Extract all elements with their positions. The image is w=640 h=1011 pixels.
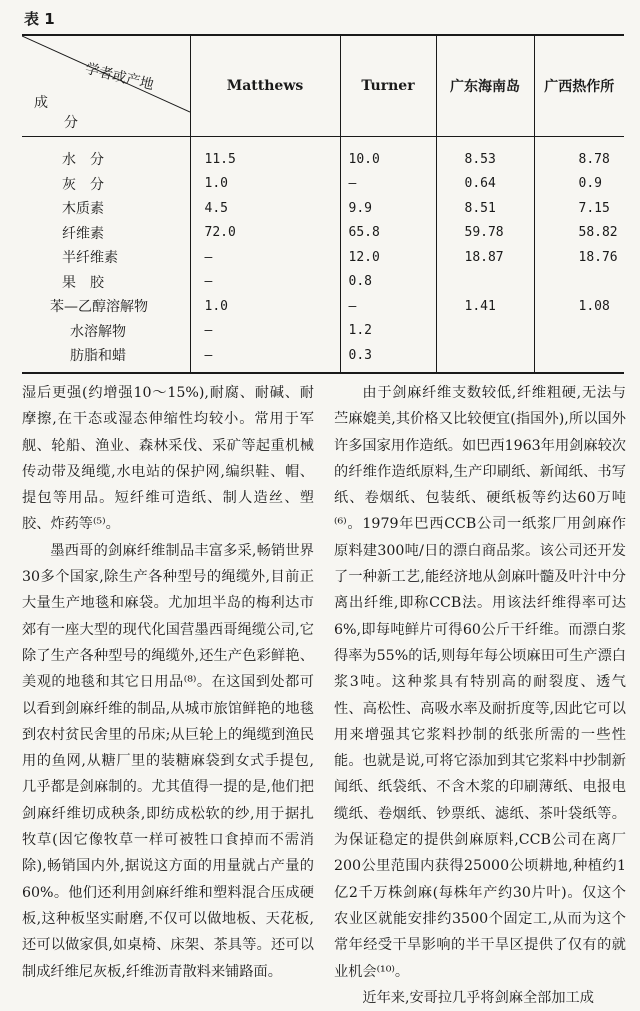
table-row [22, 319, 624, 344]
cell-value [534, 270, 624, 295]
table-row [22, 245, 624, 270]
cell-value: 0.8 [340, 270, 436, 295]
header-scholar-origin: 学者或产地 [83, 60, 156, 94]
table-row [22, 294, 624, 319]
cell-value: — [190, 245, 340, 270]
header-col-guangdong-hainan: 广东海南岛 [436, 35, 534, 137]
table-caption: 表 1 [24, 10, 55, 28]
cell-value: 1.08 [534, 294, 624, 319]
cell-value: — [340, 294, 436, 319]
header-col-turner: Turner [340, 35, 436, 137]
row-name-ash: 灰 分 [62, 176, 104, 193]
cell-value: 11.5 [190, 137, 340, 172]
table-row [22, 343, 624, 373]
cell-value: 72.0 [190, 221, 340, 246]
paragraph: 湿后更强(约增强10～15%),耐腐、耐碱、耐摩擦,在干态或湿态伸缩性均较小。常用于军舰、轮船、渔业、森林采伐、采矿等起重机械传动带及绳缆,水电站的保护网,编织鞋、帽、提包等用品。短纤维可造纸、制人造丝、塑胶、炸药等⁽⁵⁾。 [22, 385, 314, 533]
cell-value: 7.15 [534, 196, 624, 221]
corner-header-cell [22, 35, 190, 137]
cell-value [534, 343, 624, 373]
composition-table-wrap [22, 34, 624, 374]
table-row [22, 172, 624, 197]
table-row [22, 270, 624, 295]
cell-value: 1.0 [190, 294, 340, 319]
header-col-matthews: Matthews [190, 35, 340, 137]
paragraph: 墨西哥的剑麻纤维制品丰富多采,畅销世界30多个国家,除生产各种型号的绳缆外,目前正大量生产地毯和麻袋。尤加坦半岛的梅利达市郊有一座大型的现代化国营墨西哥绳缆公司,它除了生产各种型号的绳缆外,还生产色彩鲜艳、美观的地毯和其它日用品⁽⁸⁾。在这国到处都可以看到剑麻纤维的制品,从城市旅馆鲜艳的地毯到农村贫民舍里的吊床;从巨轮上的绳缆到渔民用的鱼网,从糖厂里的装糖麻袋到女式手提包,几乎都是剑麻制的。尤其值得一提的是,他们把剑麻纤维切成秧条,即纺成松软的纱,用于据扎牧草(因它像牧草一样可被牲口食掉而不需消除),畅销国内外,据说这方面的用量就占产量的60%。他们还利用剑麻纤维和塑料混合压成硬板,这种板坚实耐磨,不仅可以做地板、天花板,还可以做家俱,如桌椅、床架、茶具等。还可以制成纤维尼灰板,纤维沥青散料来铺路面。 [22, 542, 314, 980]
header-component-char-2: 分 [64, 115, 78, 131]
cell-value: 8.53 [436, 137, 534, 172]
paragraph: 近年来,安哥拉几乎将剑麻全部加工成 [362, 989, 594, 1006]
cell-value: 0.3 [340, 343, 436, 373]
row-name-fats-and-waxes: 肪脂和蜡 [22, 343, 190, 373]
cell-value: 1.0 [190, 172, 340, 197]
cell-value: 10.0 [340, 137, 436, 172]
composition-table [22, 34, 624, 374]
cell-value [534, 319, 624, 344]
paragraph: 由于剑麻纤维支数较低,纤维粗硬,无法与苎麻媲美,其价格又比较便宜(指国外),所以国外许多国家用作造纸。如巴西1963年用剑麻较次的纤维作造纸原料,生产印刷纸、新闻纸、书写纸、卷烟纸、包装纸、硬纸板等约达60万吨⁽⁶⁾。1979年巴西CCB公司一纸浆厂用剑麻作原料建300吨/日的漂白商品浆。该公司还开发了一种新工艺,能经济地从剑麻叶髓及叶汁中分离出纤维,即称CCB法。用该法纤维得率可达6%,即每吨鲜片可得60公斤干纤维。而漂白浆得率为55%的话,则每年每公顷麻田可生产漂白浆3吨。这种浆具有特别高的耐裂度、透气性、高松性、高吸水率及耐折度等,因此它可以用来增强其它浆料抄制的纸张所需的一些性能。也就是说,可将它添加到其它浆料中抄制新闻纸、纸袋纸、不含木浆的印刷薄纸、电报电缆纸、卷烟纸、钞票纸、滤纸、茶叶袋纸等。为保证稳定的提供剑麻原料,CCB公司在离厂200公里范围内获得25000公顷耕地,种植约1亿2千万株剑麻(每株年产约30片叶)。仅这个农业区就能安排约3500个固定工,从而为这个常年经受干旱影响的半干旱区提供了仅有的就业机会⁽¹⁰⁾。 [334, 385, 626, 980]
cell-value: — [190, 319, 340, 344]
row-name-water-soluble: 水溶解物 [70, 323, 126, 340]
cell-value: 9.9 [340, 196, 436, 221]
table-row [22, 221, 624, 246]
cell-value: 4.5 [190, 196, 340, 221]
cell-value: 0.9 [534, 172, 624, 197]
table-row [22, 196, 624, 221]
row-name-benzene-ethanol-extract: 苯—乙醇溶解物 [50, 299, 148, 316]
table-header-row [22, 35, 624, 137]
cell-value: 1.2 [340, 319, 436, 344]
row-name-lignin: 木质素 [62, 201, 104, 218]
right-text-column [334, 380, 626, 1011]
cell-value: 58.82 [534, 221, 624, 246]
row-name-moisture: 水 分 [62, 152, 104, 169]
cell-value: — [340, 172, 436, 197]
row-name-cellulose: 纤维素 [62, 225, 104, 242]
header-component-char-1: 成 [34, 95, 48, 111]
cell-value: — [190, 270, 340, 295]
cell-value: 8.51 [436, 196, 534, 221]
cell-value: — [190, 343, 340, 373]
cell-value [436, 319, 534, 344]
row-name-pectin: 果 胶 [62, 274, 104, 291]
cell-value: 8.78 [534, 137, 624, 172]
left-text-column [22, 380, 314, 985]
cell-value [436, 270, 534, 295]
header-col-guangxi-institute: 广西热作所 [534, 35, 624, 137]
cell-value: 18.87 [436, 245, 534, 270]
cell-value: 0.64 [436, 172, 534, 197]
cell-value: 59.78 [436, 221, 534, 246]
cell-value [436, 343, 534, 373]
table-row [22, 137, 624, 172]
cell-value: 1.41 [436, 294, 534, 319]
cell-value: 18.76 [534, 245, 624, 270]
cell-value: 65.8 [340, 221, 436, 246]
row-name-hemicellulose: 半纤维素 [62, 250, 118, 267]
cell-value: 12.0 [340, 245, 436, 270]
diagonal-lines-icon [22, 36, 190, 136]
